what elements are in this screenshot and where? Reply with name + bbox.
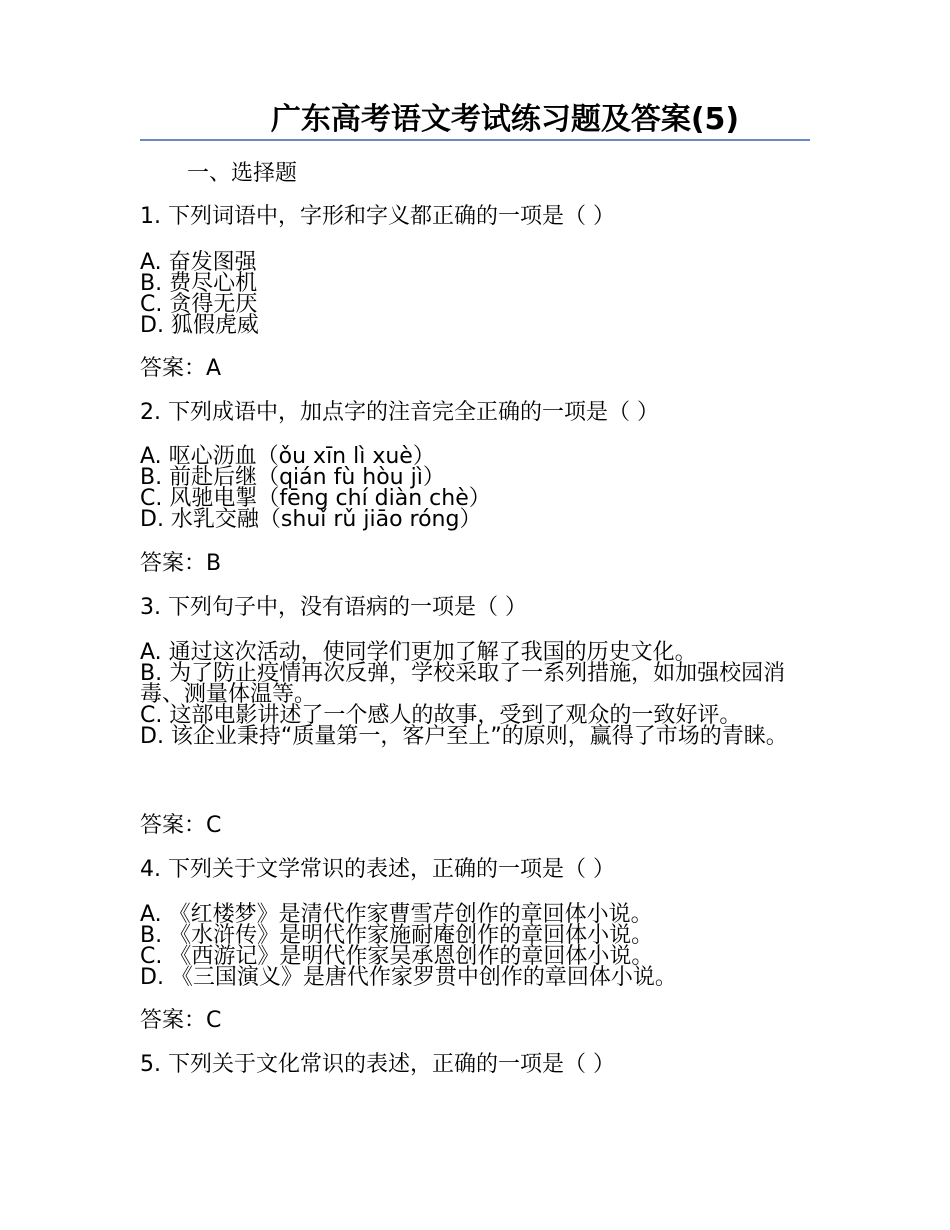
question-3-option-c: C. 这部电影讲述了一个感人的故事，受到了观众的一致好评。: [140, 703, 742, 728]
question-1-options: [140, 252, 800, 336]
question-1-option-b: B. 费尽心机: [140, 271, 258, 296]
question-2-option-d: D. 水乳交融（shuǐ rǔ jiāo róng）: [140, 507, 482, 532]
question-1-option-a: A. 奋发图强: [140, 250, 257, 275]
question-4-option-a: A. 《红楼梦》是清代作家曹雪芹创作的章回体小说。: [140, 902, 653, 927]
document-title: 广东高考语文考试练习题及答案(5): [270, 102, 740, 137]
question-1-stem: 1. 下列词语中，字形和字义都正确的一项是（ ）: [140, 204, 615, 229]
question-2-options: [140, 446, 800, 530]
question-3-stem: 3. 下列句子中，没有语病的一项是（ ）: [140, 595, 527, 620]
question-3-option-a: A. 通过这次活动，使同学们更加了解了我国的历史文化。: [140, 640, 697, 665]
question-1-option-d: D. 狐假虎威: [140, 313, 259, 338]
question-4-options: [140, 904, 800, 988]
question-4-option-b: B. 《水浒传》是明代作家施耐庵创作的章回体小说。: [140, 923, 654, 948]
question-1-answer: 答案：A: [140, 356, 222, 381]
question-3-options: [140, 642, 800, 747]
question-3-option-b: B. 为了防止疫情再次反弹，学校采取了一系列措施，如加强校园消毒、测量体温等。: [140, 661, 786, 707]
question-2-option-a: A. 呕心沥血（ǒu xīn lì xuè）: [140, 444, 435, 469]
question-3-option-d: D. 该企业秉持“质量第一，客户至上”的原则，赢得了市场的青睐。: [140, 724, 788, 749]
section-heading: 一、选择题: [187, 161, 298, 186]
question-2-answer: 答案：B: [140, 551, 222, 576]
question-4-option-c: C. 《西游记》是明代作家吴承恩创作的章回体小说。: [140, 944, 654, 969]
question-5-stem: 5. 下列关于文化常识的表述，正确的一项是（ ）: [140, 1052, 615, 1077]
title-underline: [140, 139, 810, 141]
question-4-option-d: D. 《三国演义》是唐代作家罗贯中创作的章回体小说。: [140, 965, 677, 990]
question-4-answer: 答案：C: [140, 1008, 222, 1033]
question-2-stem: 2. 下列成语中，加点字的注音完全正确的一项是（ ）: [140, 400, 659, 425]
question-2-option-b: B. 前赴后继（qián fù hòu jì）: [140, 465, 445, 490]
question-2-option-c: C. 风驰电掣（fēng chí diàn chè）: [140, 486, 491, 511]
question-1-option-c: C. 贪得无厌: [140, 292, 258, 317]
question-3-answer: 答案：C: [140, 813, 222, 838]
question-4-stem: 4. 下列关于文学常识的表述，正确的一项是（ ）: [140, 857, 615, 882]
